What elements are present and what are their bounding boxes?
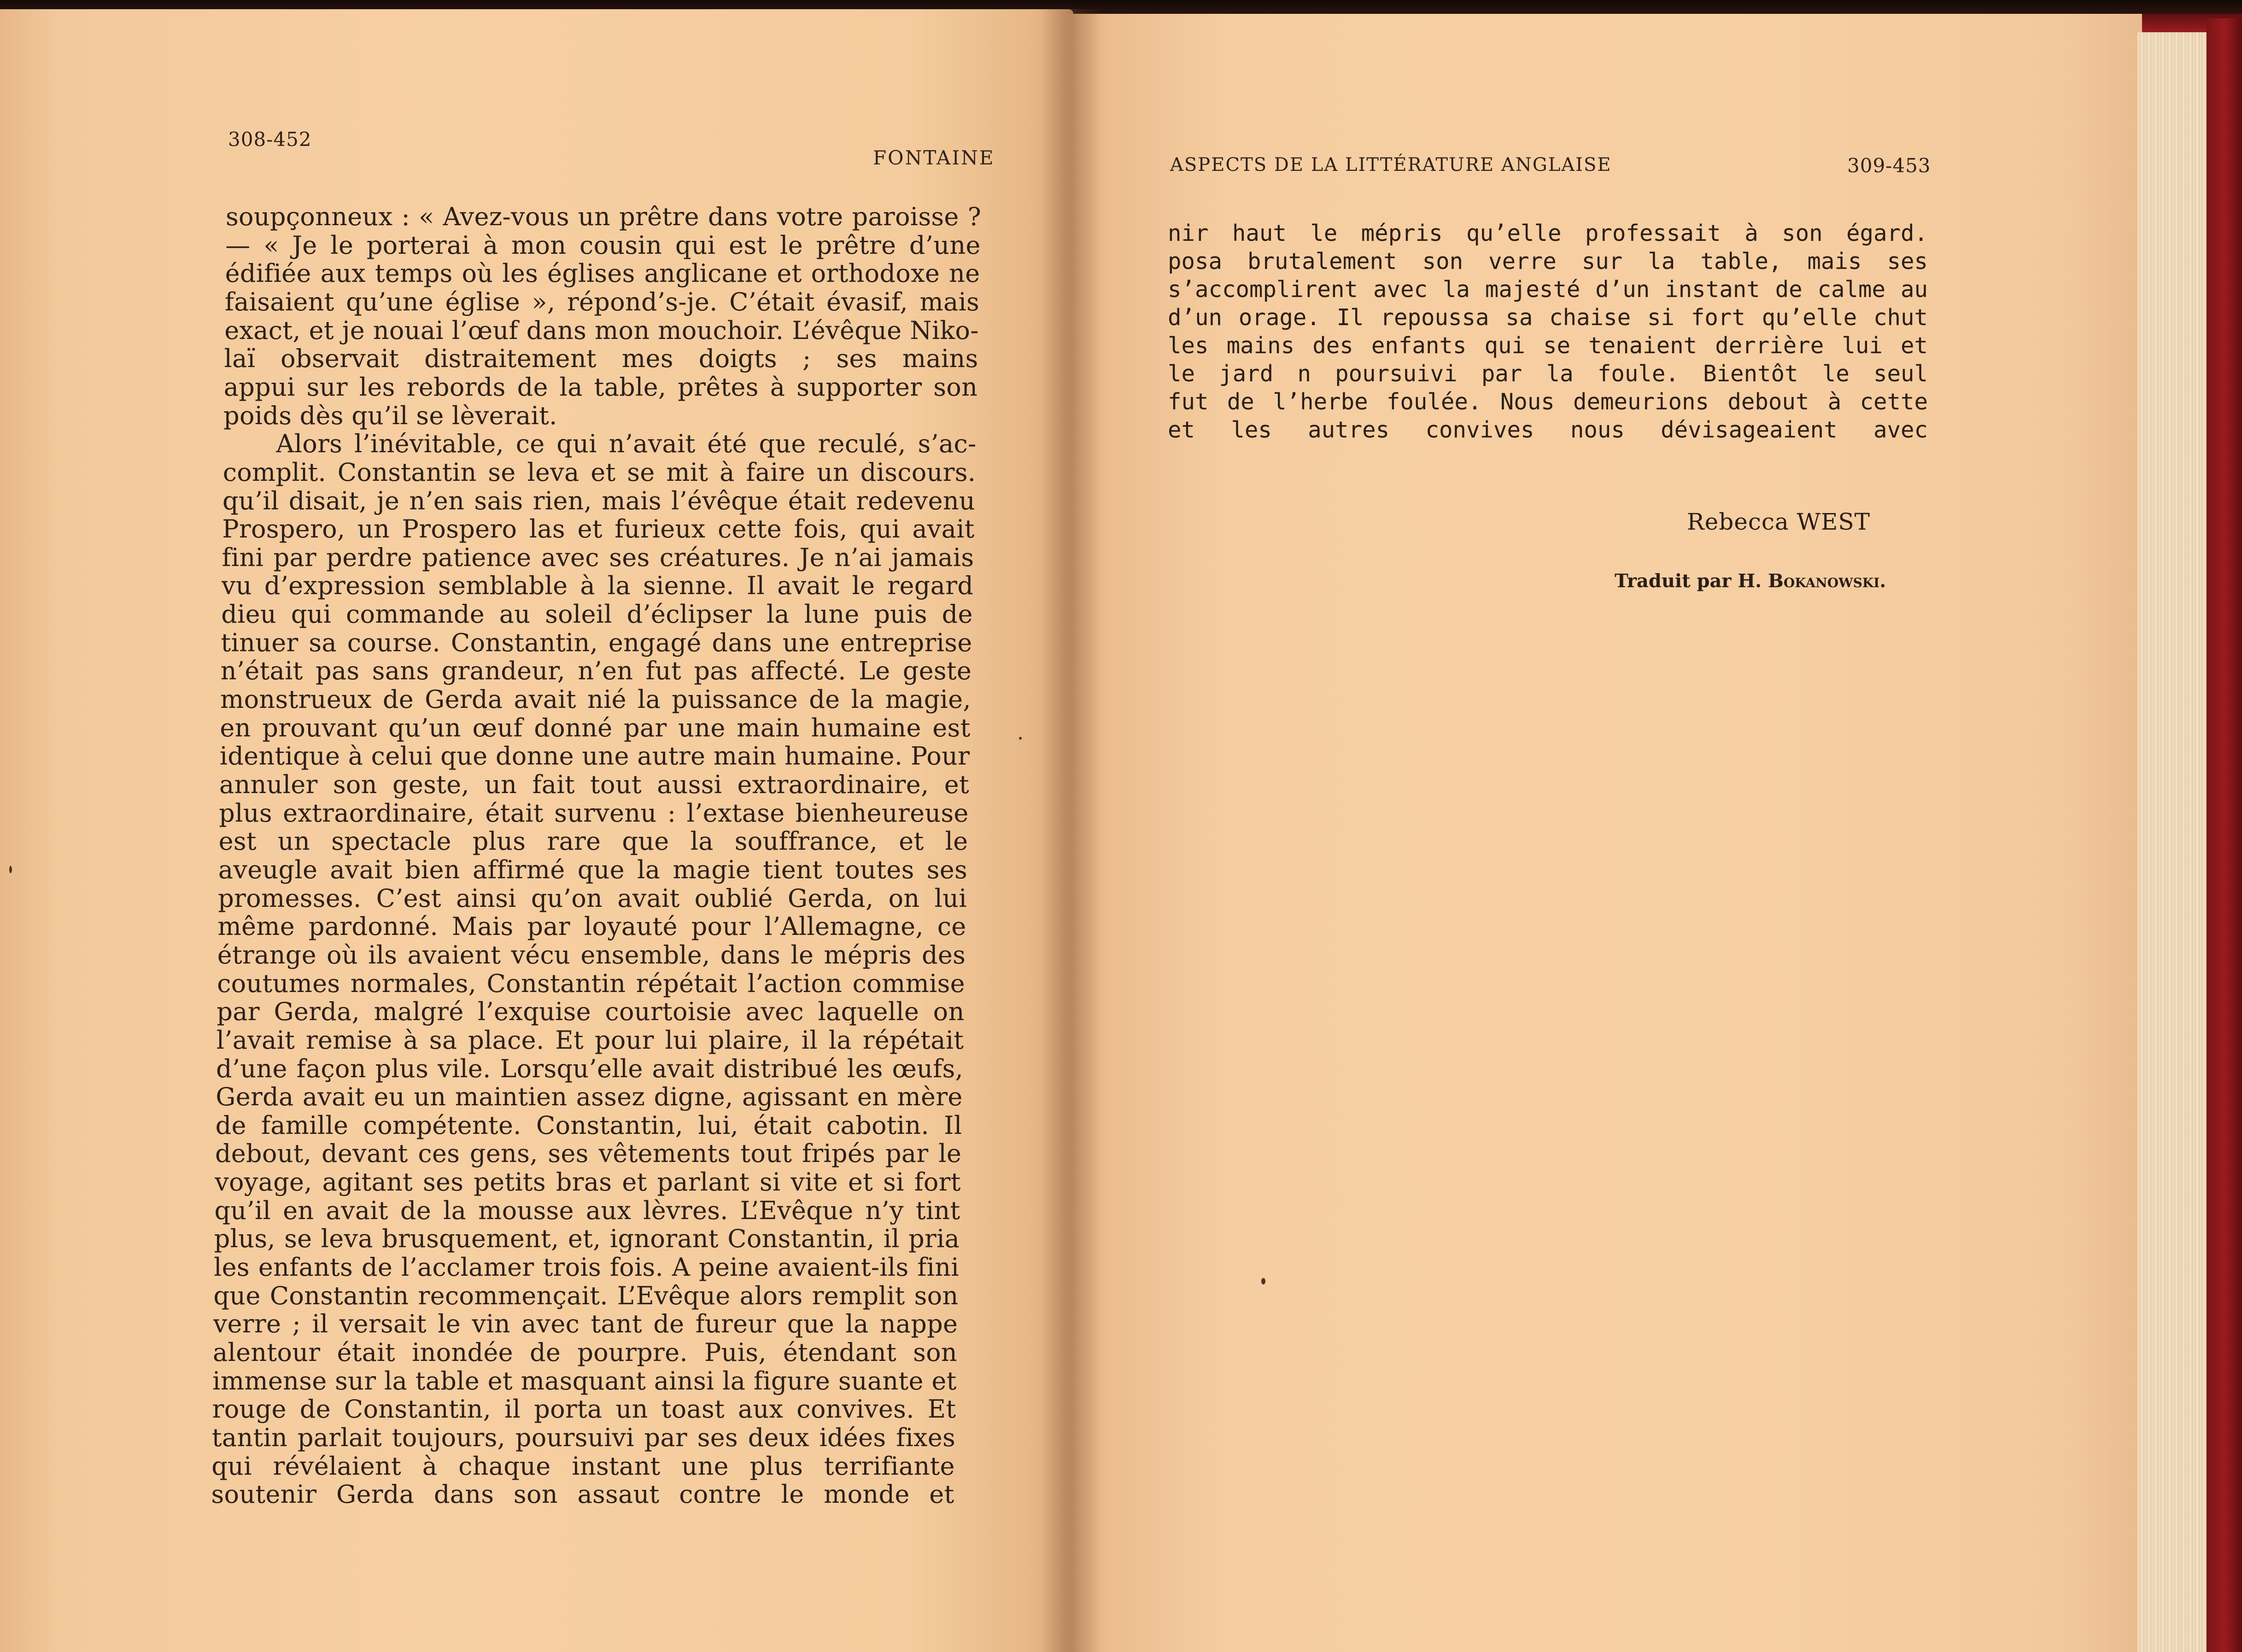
left-page-line: tantin parlait toujours, poursuivi par ses deux idées fixes [211, 1423, 956, 1452]
left-page-line: plus extraordinaire, était survenu : l’extase bienheureuse [219, 799, 969, 828]
left-page-line: édifiée aux temps où les églises anglicane et orthodoxe ne [225, 259, 980, 288]
left-page-line: alentour était inondée de pourpre. Puis, étendant son [213, 1338, 957, 1367]
right-page-line: nir haut le mépris qu’elle professait à son égard. [1168, 220, 1928, 246]
left-page-line: complit. Constantin se leva et se mit à faire un discours. [222, 458, 976, 487]
left-page-line: par Gerda, malgré l’exquise courtoisie avec laquelle on [217, 998, 965, 1027]
left-page-line: immense sur la table et masquant ainsi la figure suante et [212, 1366, 957, 1395]
left-page-line: exact, et je nouai l’œuf dans mon mouchoir. L’évêque Niko- [224, 316, 979, 345]
author-signature: Rebecca WEST [1687, 508, 1871, 535]
left-page-line: Alors l’inévitable, ce qui n’avait été que reculé, s’ac- [276, 430, 977, 459]
right-running-head: ASPECTS DE LA LITTÉRATURE ANGLAISE [1170, 154, 1612, 175]
left-page-line: fini par perdre patience avec ses créatures. Je n’ai jamais [222, 543, 974, 572]
page-block-edge [2137, 32, 2211, 1652]
left-page-line: qu’il disait, je n’en sais rien, mais l’évêque était redevenu [222, 486, 975, 515]
left-page-line: tinuer sa course. Constantin, engagé dans une entreprise [221, 628, 972, 657]
right-page-line: fut de l’herbe foulée. Nous demeurions debout à cette [1168, 389, 1928, 415]
left-page-line: laï observait distraitement mes doigts ; ses mains [224, 344, 978, 374]
left-page-line: dieu qui commande au soleil d’éclipser la lune puis de [221, 600, 973, 629]
left-page-line: faisaient qu’une église », répond’s-je. C’était évasif, mais [224, 287, 980, 316]
right-page-number: 309-453 [1847, 154, 1931, 177]
translator-suffix: . [1879, 570, 1886, 592]
left-page-line: plus, se leva brusquement, et, ignorant Constantin, il pria [214, 1225, 960, 1254]
left-page-line: identique à celui que donne une autre main humaine. Pour [219, 742, 970, 771]
left-page-line: en prouvant qu’un œuf donné par une main humaine est [220, 713, 971, 742]
left-page-line: appui sur les rebords de la table, prêtes à supporter son [223, 373, 978, 402]
left-page-line: poids dès qu’il se lèverait. [223, 401, 557, 430]
left-page-number: 308-452 [228, 128, 312, 151]
translator-name: Bokanowski [1768, 570, 1880, 592]
paper-speck [9, 866, 12, 873]
left-page-line: qu’il en avait de la mousse aux lèvres. L’Evêque n’y tint [214, 1196, 960, 1225]
left-page-line: de famille compétente. Constantin, lui, était cabotin. Il [215, 1111, 962, 1140]
translator-credit [1615, 570, 1886, 592]
left-page-line: même pardonné. Mais par loyauté pour l’Allemagne, ce [217, 912, 966, 941]
translator-prefix: Traduit par H. [1615, 570, 1768, 592]
left-page-line: n’était pas sans grandeur, n’en fut pas affecté. Le geste [220, 657, 972, 686]
right-page-line: posa brutalement son verre sur la table, mais ses [1168, 248, 1928, 274]
left-page-line: coutumes normales, Constantin répétait l’action commise [217, 969, 965, 998]
left-page-line: que Constantin recommençait. L’Evêque alors remplit son [213, 1281, 959, 1310]
left-page-line: aveugle avait bien affirmé que la magie tient toutes ses [218, 855, 968, 884]
left-page-line: d’une façon plus vile. Lorsqu’elle avait distribué les œufs, [216, 1054, 963, 1083]
right-page-line: s’accomplirent avec la majesté d’un instant de calme au [1168, 276, 1928, 303]
left-page-line: debout, devant ces gens, ses vêtements tout fripés par le [215, 1139, 962, 1168]
book-cover-edge [2207, 18, 2242, 1652]
paper-speck [1019, 737, 1022, 740]
paper-speck [1261, 1278, 1265, 1284]
gutter-shadow [1041, 9, 1101, 1652]
left-page-line: Gerda avait eu un maintien assez digne, agissant en mère [216, 1083, 963, 1112]
left-page-line: voyage, agitant ses petits bras et parlant si vite et si fort [215, 1168, 961, 1197]
right-page-line: d’un orage. Il repoussa sa chaise si fort qu’elle chut [1168, 304, 1928, 331]
left-page-line: promesses. C’est ainsi qu’on avait oublié Gerda, on lui [218, 884, 967, 913]
left-page-line: est un spectacle plus rare que la souffrance, et le [218, 827, 968, 856]
left-page-line: annuler son geste, un fait tout aussi extraordinaire, et [219, 771, 969, 799]
left-page-line: rouge de Constantin, il porta un toast aux convives. Et [212, 1395, 956, 1424]
right-page-line: le jard n poursuivi par la foule. Bientôt le seul [1168, 361, 1928, 387]
left-page-line: l’avait remise à sa place. Et pour lui plaire, il la répétait [216, 1026, 964, 1055]
left-page-line: soupçonneux : « Avez-vous un prêtre dans votre paroisse ? [226, 203, 981, 231]
left-running-head: FONTAINE [873, 146, 995, 169]
left-page-line: soutenir Gerda dans son assaut contre le monde et [211, 1480, 954, 1509]
right-page-line: et les autres convives nous dévisageaient avec [1168, 417, 1928, 443]
left-page-line: Prospero, un Prospero las et furieux cette fois, qui avait [222, 515, 975, 544]
right-page-line: les mains des enfants qui se tenaient derrière lui et [1168, 333, 1928, 359]
left-page-line: vu d’expression semblable à la sienne. Il avait le regard [221, 572, 974, 601]
left-page-line: étrange où ils avaient vécu ensemble, dans le mépris des [217, 940, 966, 969]
left-page-line: verre ; il versait le vin avec tant de fureur que la nappe [213, 1310, 958, 1339]
left-page-line: qui révélaient à chaque instant une plus terrifiante [211, 1452, 955, 1481]
left-page-line: monstrueux de Gerda avait nié la puissance de la magie, [220, 685, 971, 714]
left-page-line: les enfants de l’acclamer trois fois. A peine avaient-ils fini [214, 1253, 959, 1282]
left-page-line: — « Je le porterai à mon cousin qui est le prêtre d’une [225, 231, 981, 260]
